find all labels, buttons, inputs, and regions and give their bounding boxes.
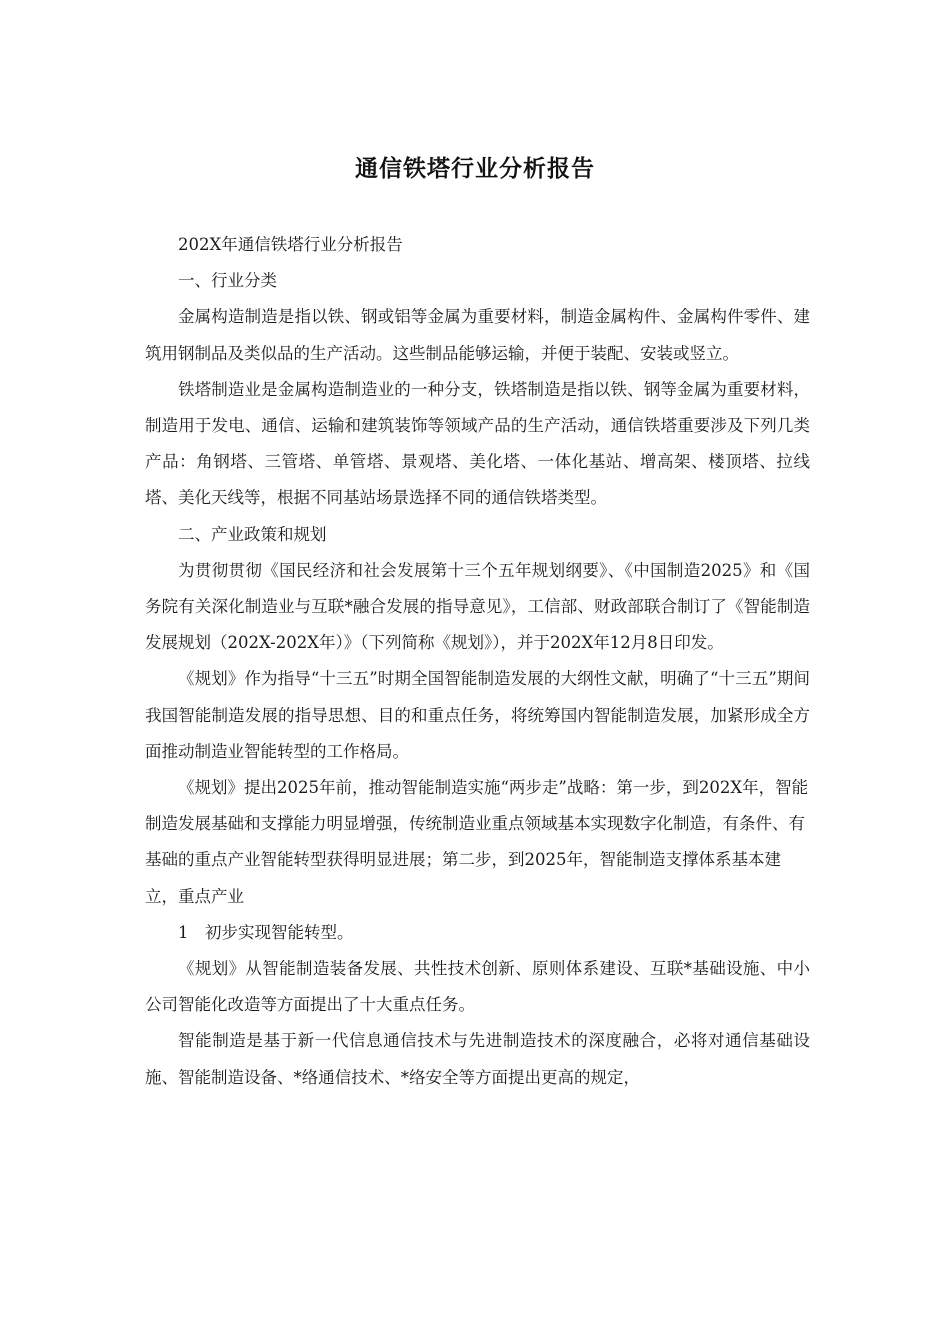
body-paragraph: 《规划》提出2025年前，推动智能制造实施“两步走”战略：第一步，到202X年，智能制造发展基础和支撑能力明显增强，传统制造业重点领域基本实现数字化制造，有条件、有基础的重点产业智能转型获得明显进展；第二步，到2025年，智能制造支撑体系基本建立，重点产业 <box>145 778 809 906</box>
body-paragraph: 金属构造制造是指以铁、钢或铝等金属为重要材料，制造金属构件、金属构件零件、建筑用钢制品及类似品的生产活动。这些制品能够运输，并便于装配、安装或竖立。 <box>145 307 810 363</box>
body-paragraph: 《规划》从智能制造装备发展、共性技术创新、原则体系建设、互联*基础设施、中小公司智能化改造等方面提出了十大重点任务。 <box>145 959 810 1015</box>
document-body <box>145 227 810 1096</box>
body-paragraph: 为贯彻贯彻《国民经济和社会发展第十三个五年规划纲要》、《中国制造2025》和《国务院有关深化制造业与互联*融合发展的指导意见》，工信部、财政部联合制订了《智能制造发展规划（202X-202X年）》（下列简称《规划》），并于202X年12月8日印发。 <box>145 560 810 653</box>
document-title: 通信铁塔行业分析报告 <box>355 156 595 182</box>
body-paragraph: 铁塔制造业是金属构造制造业的一种分支，铁塔制造是指以铁、钢等金属为重要材料，制造用于发电、通信、运输和建筑装饰等领域产品的生产活动，通信铁塔重要涉及下列几类产品：角钢塔、三管塔、单管塔、景观塔、美化塔、一体化基站、增高架、楼顶塔、拉线塔、美化天线等，根据不同基站场景选择不同的通信铁塔类型。 <box>145 379 810 508</box>
body-paragraph: 1 初步实现智能转型。 <box>178 922 354 942</box>
section-heading-industry-classification: 一、行业分类 <box>178 271 277 291</box>
section-heading-industry-policy: 二、产业政策和规划 <box>178 524 327 544</box>
subtitle-paragraph: 202X年通信铁塔行业分析报告 <box>178 235 403 254</box>
body-paragraph: 智能制造是基于新一代信息通信技术与先进制造技术的深度融合，必将对通信基础设施、智能制造设备、*络通信技术、*络安全等方面提出更高的规定， <box>145 1031 810 1087</box>
body-paragraph: 《规划》作为指导“十三五”时期全国智能制造发展的大纲性文献，明确了“十三五”期间我国智能制造发展的指导思想、目的和重点任务，将统筹国内智能制造发展，加紧形成全方面推动制造业智能转型的工作格局。 <box>145 669 810 761</box>
